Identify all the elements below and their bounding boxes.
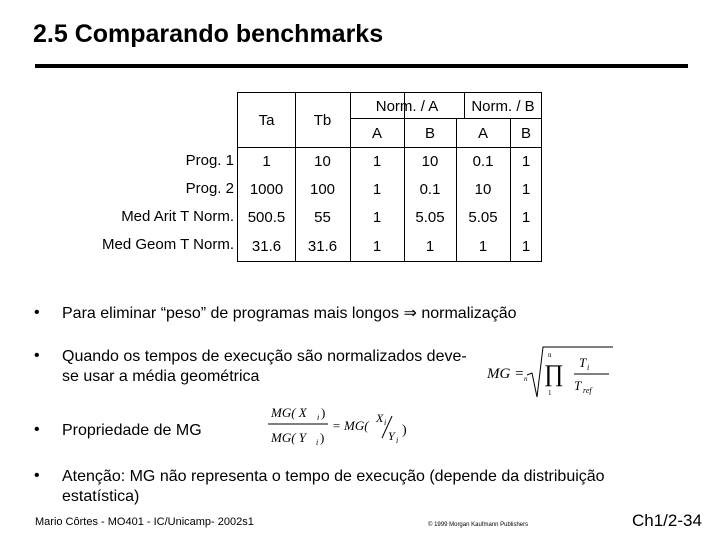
prop-denominator-sub: i bbox=[316, 438, 319, 447]
table-cell: 1 bbox=[372, 180, 382, 198]
footer-copyright: © 1999 Morgan Kaufmann Publishers bbox=[428, 522, 529, 528]
benchmark-table bbox=[237, 92, 542, 262]
prop-rhs: = MG( bbox=[332, 418, 369, 433]
subheader-a: A bbox=[477, 124, 488, 142]
subheader-a: A bbox=[371, 124, 382, 142]
bullet-text-mg-property: Propriedade de MG bbox=[62, 422, 202, 439]
product-lower: 1 bbox=[548, 389, 552, 397]
row-label-prog2: Prog. 2 bbox=[185, 179, 234, 197]
subheader-b: B bbox=[424, 124, 435, 142]
header-ta: Ta bbox=[258, 111, 275, 129]
mg-property-formula bbox=[268, 402, 418, 450]
table-cell: 1 bbox=[521, 152, 531, 170]
prop-close-paren: ) bbox=[402, 423, 407, 438]
table-cell: 55 bbox=[314, 208, 331, 226]
table-cell: 1 bbox=[521, 180, 531, 198]
prop-numerator-close: ) bbox=[321, 405, 326, 420]
prop-y: Y bbox=[388, 429, 395, 443]
title-divider bbox=[35, 64, 688, 68]
numerator: T bbox=[579, 355, 587, 370]
table-cell: 1 bbox=[521, 237, 531, 255]
table-cell: 10 bbox=[421, 152, 439, 170]
formula-lhs: MG = bbox=[487, 366, 525, 382]
bullet-marker: • bbox=[34, 467, 40, 484]
header-tb: Tb bbox=[313, 111, 332, 129]
header-norm-a: Norm. / A bbox=[375, 97, 439, 115]
slide-number: Ch1/2-34 bbox=[632, 511, 702, 530]
product-symbol: ∏ bbox=[544, 361, 564, 387]
table-cell: 1 bbox=[372, 208, 382, 226]
row-label-geom-mean: Med Geom T Norm. bbox=[102, 235, 234, 253]
denominator: T bbox=[574, 378, 582, 393]
slide-title: 2.5 Comparando benchmarks bbox=[33, 20, 384, 48]
prop-y-sub: i bbox=[396, 436, 399, 445]
radical-sign bbox=[527, 347, 613, 397]
prop-x-sub: i bbox=[384, 418, 387, 427]
denominator-sub: ref bbox=[583, 386, 592, 395]
table-cell: 1 bbox=[262, 152, 271, 170]
table-cell: 31.6 bbox=[307, 237, 338, 255]
bullet-text-attention: Atenção: MG não representa o tempo de execução (depende da distribuição estatística) bbox=[62, 468, 605, 505]
table-cell: 0.1 bbox=[419, 180, 441, 198]
bullet-marker: • bbox=[34, 304, 40, 321]
bullet-marker: • bbox=[34, 347, 40, 364]
bullet-text-normalization: Para eliminar “peso” de programas mais longos ⇒ normalização bbox=[62, 305, 517, 322]
bullet-text-geometric-mean: Quando os tempos de execução são normalizados deve-se usar a média geométrica bbox=[62, 348, 467, 385]
product-upper: n bbox=[548, 351, 552, 359]
table-cell: 31.6 bbox=[251, 237, 282, 255]
geometric-mean-formula bbox=[487, 343, 615, 401]
table-cell: 1 bbox=[372, 237, 382, 255]
table-cell: 10 bbox=[314, 152, 331, 170]
table-cell: 1 bbox=[521, 208, 531, 226]
table-cell: 1 bbox=[478, 237, 488, 255]
row-label-arith-mean: Med Arit T Norm. bbox=[121, 207, 234, 225]
root-index: n bbox=[524, 375, 528, 383]
table-cell: 1000 bbox=[249, 180, 284, 198]
numerator-sub: i bbox=[587, 363, 590, 372]
prop-x: X bbox=[376, 411, 384, 425]
prop-numerator-sub: i bbox=[317, 413, 320, 422]
table-cell: 1 bbox=[425, 237, 435, 255]
header-norm-b: Norm. / B bbox=[471, 97, 535, 115]
table-cell: 500.5 bbox=[247, 208, 286, 226]
subheader-b: B bbox=[520, 124, 531, 142]
prop-denominator-close: ) bbox=[320, 430, 325, 445]
table-cell: 5.05 bbox=[468, 208, 498, 226]
footer-author: Mario Côrtes - MO401 - IC/Unicamp- 2002s1 bbox=[35, 516, 254, 528]
table-cell: 10 bbox=[474, 180, 492, 198]
prop-denominator: MG( Y bbox=[271, 430, 307, 445]
table-cell: 1 bbox=[372, 152, 382, 170]
bullet-marker: • bbox=[34, 421, 40, 438]
table-cell: 0.1 bbox=[472, 152, 494, 170]
row-label-prog1: Prog. 1 bbox=[185, 151, 234, 169]
prop-numerator: MG( X bbox=[271, 405, 307, 420]
table-cell: 100 bbox=[309, 180, 336, 198]
table-cell: 5.05 bbox=[415, 208, 445, 226]
